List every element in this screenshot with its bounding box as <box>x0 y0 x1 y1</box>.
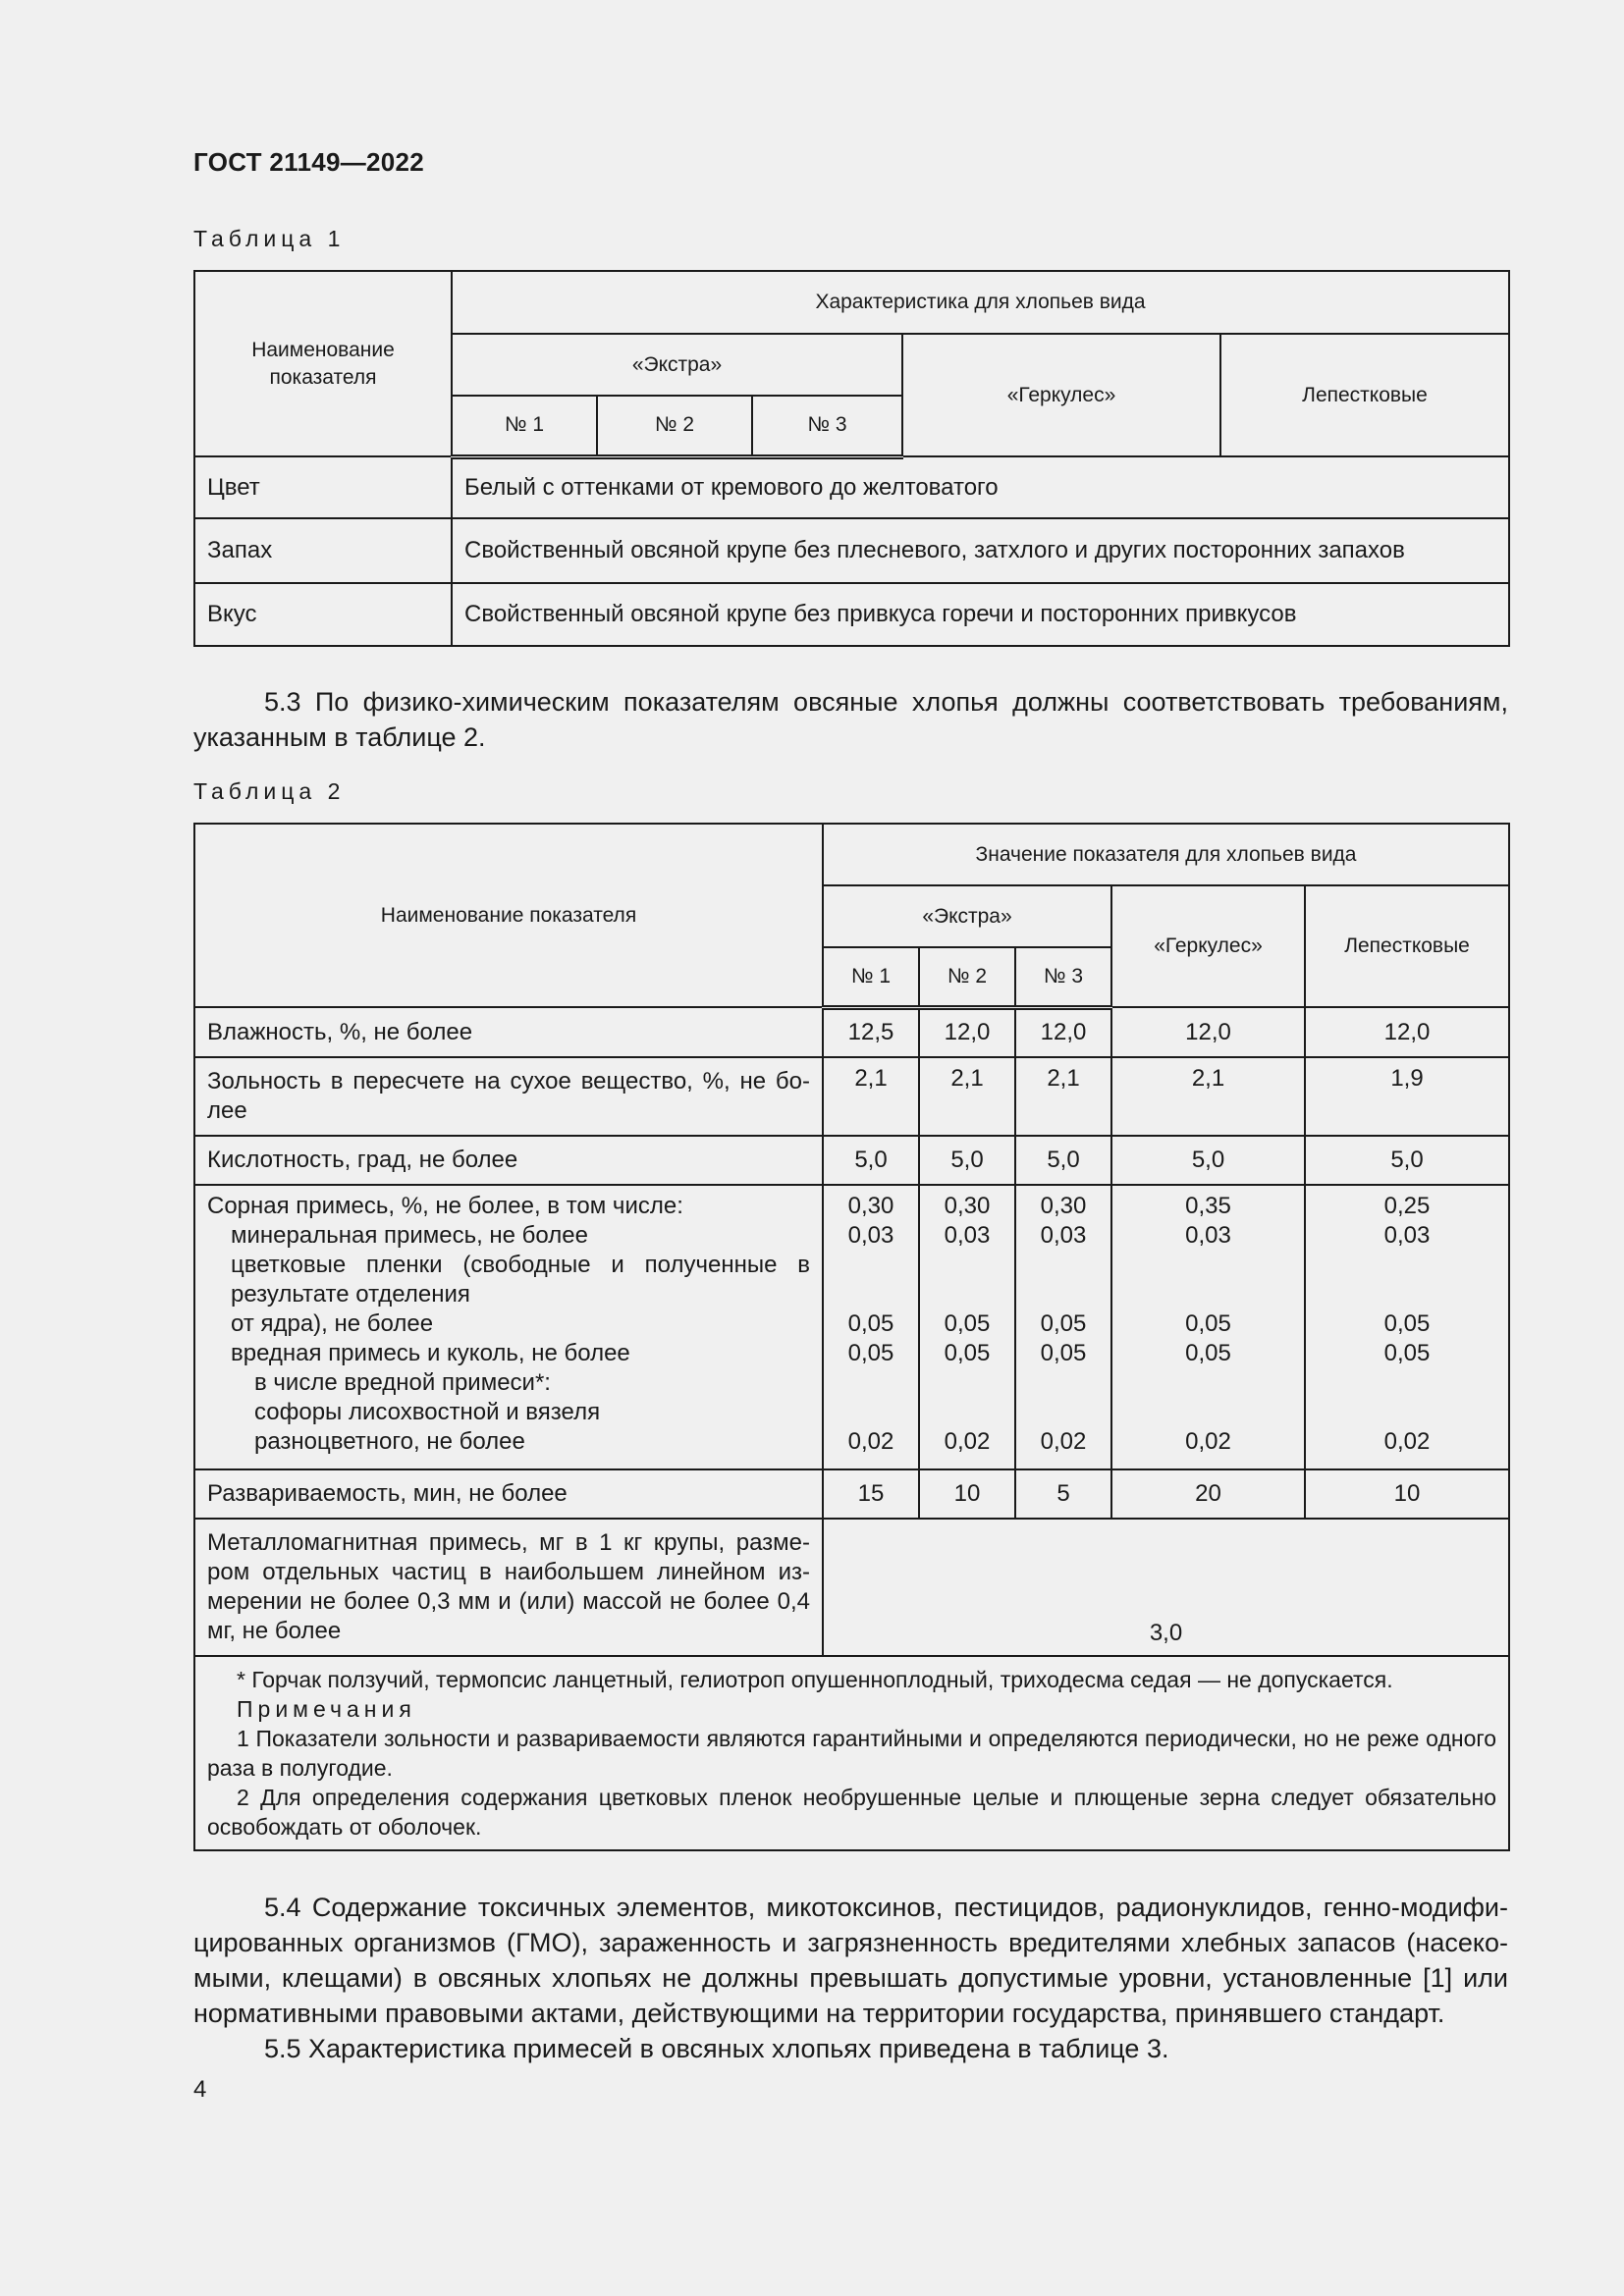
table2-cell: 0,05 <box>1185 1310 1231 1337</box>
table2-row-name: Развариваемость, мин, не более <box>194 1469 823 1519</box>
table2-impurity-col <box>1305 1185 1509 1469</box>
table2-impurity-col <box>1015 1185 1111 1469</box>
table2-cell: 0,05 <box>1383 1310 1431 1337</box>
impurity-line: цветковые пленки (свободные и полученные в результате отделения <box>231 1252 810 1308</box>
table2-impurity-name <box>194 1185 823 1469</box>
table2-cell: 0,05 <box>1040 1310 1087 1337</box>
table2-cell: 0,05 <box>1040 1340 1087 1366</box>
table2-cell: 0,30 <box>944 1193 991 1219</box>
table2-impurity-col <box>823 1185 919 1469</box>
table2-n2-header: № 2 <box>919 947 1015 1007</box>
table2-cell: 2,1 <box>919 1057 1015 1136</box>
table2-cell: 0,03 <box>847 1222 894 1249</box>
table2-row-name: Металломагнитная примесь, мг в 1 кг крупы, разме-ром отдельных частиц в наибольшем линейном из-мерении не более 0,3 мм и (или) массой не более 0,4 мг, не более <box>194 1519 823 1656</box>
paragraph-5-4: 5.4 Содержание токсичных элементов, микотоксинов, пестицидов, радионуклидов, генно-модифи-цированных организмов (ГМО), зараженность и загрязненность вредителями хлебных запасов (насеко-мыми, клещами) в овсяных хлопьях не должны превышать допустимые уровни, установленные [1] или нормативными правовыми актами, действующими на территории государства, принявшего стандарт. <box>193 1893 1508 2028</box>
table2-cell: 5 <box>1015 1469 1111 1519</box>
document-header: ГОСТ 21149—2022 <box>193 147 425 177</box>
table2-cell: 0,05 <box>1185 1340 1231 1366</box>
table2-n3-header: № 3 <box>1015 947 1111 1007</box>
table1-row-value: Свойственный овсяной крупе без плесневого, затхлого и других посторонних запахов <box>452 518 1509 583</box>
table1-col-name: Наименование показателя <box>194 271 452 456</box>
table1-row <box>194 456 1509 518</box>
table2-col-name: Наименование показателя <box>194 824 823 1007</box>
table1-herkules-header: «Геркулес» <box>902 334 1220 456</box>
table2-cell: 12,0 <box>1305 1007 1509 1057</box>
table2-notes-title: Примечания <box>237 1696 416 1722</box>
table2-row-name: Зольность в пересчете на сухое вещество, %, не бо-лее <box>194 1057 823 1136</box>
table2-row-boil <box>194 1469 1509 1519</box>
impurity-line: вредная примесь и куколь, не более <box>231 1340 630 1366</box>
table2-cell: 2,1 <box>1111 1057 1305 1136</box>
table2-cell: 12,0 <box>1111 1007 1305 1057</box>
table2-cell: 0,03 <box>1040 1222 1087 1249</box>
table2-cell: 5,0 <box>823 1136 919 1185</box>
table2-cell: 0,02 <box>1040 1428 1087 1455</box>
impurity-line: в числе вредной примеси*: <box>254 1369 551 1396</box>
table1-row-name: Цвет <box>194 456 452 518</box>
table2-row-impurity <box>194 1185 1509 1469</box>
table1-n1-header: № 1 <box>452 396 597 456</box>
table2-cell: 5,0 <box>1111 1136 1305 1185</box>
table2-cell: 20 <box>1111 1469 1305 1519</box>
table2-cell: 5,0 <box>919 1136 1015 1185</box>
table2-cell: 0,35 <box>1185 1193 1231 1219</box>
table1-n3-header: № 3 <box>752 396 902 456</box>
table2-cell: 0,03 <box>1383 1222 1431 1249</box>
table1-row-name: Запах <box>194 518 452 583</box>
table2-impurity-col <box>1111 1185 1305 1469</box>
table2-cell: 15 <box>823 1469 919 1519</box>
table1-row-value: Белый с оттенками от кремового до желтоватого <box>452 456 1509 518</box>
table2-cell: 0,02 <box>944 1428 991 1455</box>
table2-lepest-header: Лепестковые <box>1305 885 1509 1007</box>
impurity-line: минеральная примесь, не более <box>231 1222 588 1249</box>
table1-row <box>194 583 1509 646</box>
table2-extra-header: «Экстра» <box>823 885 1111 947</box>
table2-cell: 0,30 <box>1040 1193 1087 1219</box>
table2-cell: 2,1 <box>823 1057 919 1136</box>
table2-row-humidity <box>194 1007 1509 1057</box>
table2-row-metal <box>194 1519 1509 1656</box>
table2-cell: 0,30 <box>847 1193 894 1219</box>
table2-cell: 12,5 <box>823 1007 919 1057</box>
table2-caption: Таблица 2 <box>193 778 346 804</box>
paragraph-5-5: 5.5 Характеристика примесей в овсяных хлопьях приведена в таблице 3. <box>264 2034 1169 2063</box>
table2-cell: 10 <box>1305 1469 1509 1519</box>
impurity-line: софоры лисохвостной и вязеля <box>254 1399 601 1425</box>
table2-cell: 0,05 <box>944 1340 991 1366</box>
table2-cell: 3,0 <box>823 1519 1509 1656</box>
table1-extra-header: «Экстра» <box>452 334 902 396</box>
table2-row-name: Кислотность, град, не более <box>194 1136 823 1185</box>
table2-cell: 0,05 <box>847 1340 894 1366</box>
table2-value-header: Значение показателя для хлопьев вида <box>823 824 1509 885</box>
table1 <box>193 270 1510 647</box>
table1-char-header: Характеристика для хлопьев вида <box>452 271 1509 334</box>
table2-cell: 5,0 <box>1015 1136 1111 1185</box>
table2-impurity-col <box>919 1185 1015 1469</box>
table2-notes <box>194 1656 1509 1850</box>
table2-cell: 2,1 <box>1015 1057 1111 1136</box>
table2-cell: 12,0 <box>1015 1007 1111 1057</box>
table2-cell: 0,02 <box>1383 1428 1431 1455</box>
table2-cell: 0,03 <box>944 1222 991 1249</box>
table2-footnote: * Горчак ползучий, термопсис ланцетный, гелиотроп опушенноплодный, триходесма седая — не допускается. <box>237 1667 1393 1692</box>
table1-n2-header: № 2 <box>597 396 752 456</box>
table2-herkules-header: «Геркулес» <box>1111 885 1305 1007</box>
impurity-line: от ядра), не более <box>231 1310 434 1337</box>
table2-cell: 5,0 <box>1305 1136 1509 1185</box>
table2-cell: 0,02 <box>1185 1428 1231 1455</box>
impurity-line: Сорная примесь, %, не более, в том числе: <box>207 1193 683 1219</box>
table2 <box>193 823 1510 1851</box>
table2-note-2: 2 Для определения содержания цветковых пленок необрушенные целые и плющеные зерна следует обязательно освобождать от оболочек. <box>207 1785 1497 1840</box>
table1-row <box>194 518 1509 583</box>
table2-cell: 10 <box>919 1469 1015 1519</box>
paragraph-5-3: 5.3 По физико-химическим показателям овсяные хлопья должны соответствовать требованиям, указанным в таблице 2. <box>193 687 1508 752</box>
table1-caption: Таблица 1 <box>193 226 346 251</box>
table2-cell: 0,25 <box>1383 1193 1431 1219</box>
table2-cell: 0,02 <box>847 1428 894 1455</box>
table1-row-name: Вкус <box>194 583 452 646</box>
table2-cell: 12,0 <box>919 1007 1015 1057</box>
table1-row-value: Свойственный овсяной крупе без привкуса горечи и посторонних привкусов <box>452 583 1509 646</box>
impurity-line: разноцветного, не более <box>254 1428 525 1455</box>
table2-row-acid <box>194 1136 1509 1185</box>
table2-row-ash <box>194 1057 1509 1136</box>
table1-lepest-header: Лепестковые <box>1220 334 1509 456</box>
page-number: 4 <box>193 2076 207 2103</box>
table2-row-name: Влажность, %, не более <box>194 1007 823 1057</box>
table2-cell: 0,05 <box>847 1310 894 1337</box>
table2-cell: 0,03 <box>1185 1222 1231 1249</box>
table2-footer <box>194 1656 1509 1850</box>
table2-cell: 0,05 <box>944 1310 991 1337</box>
table2-note-1: 1 Показатели зольности и развариваемости являются гарантийными и определяются периодически, но не реже одного раза в полугодие. <box>207 1726 1497 1781</box>
table2-n1-header: № 1 <box>823 947 919 1007</box>
table2-cell: 0,05 <box>1383 1340 1431 1366</box>
table2-cell: 1,9 <box>1305 1057 1509 1136</box>
